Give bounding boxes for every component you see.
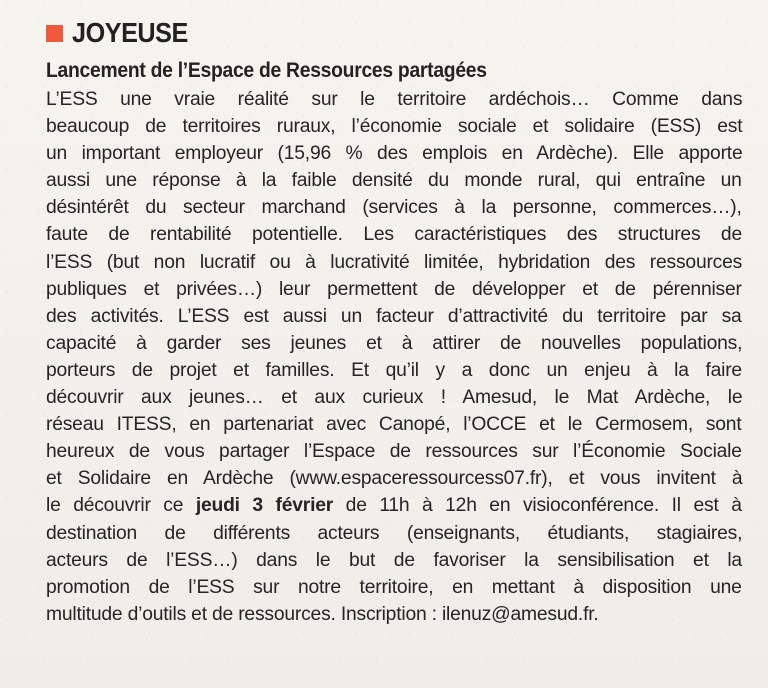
orange-square-icon: [46, 25, 63, 42]
body-line: et Solidaire en Ardèche (www.espaceressourcess07.fr), et vous invitent à: [46, 468, 743, 490]
body-line: acteurs de l’ESS…) dans le but de favoriser la sensibilisation et la: [46, 549, 742, 571]
body-line: des activités. L’ESS est aussi un facteur d’attractivité du territoire par sa: [46, 305, 742, 327]
body-line: réseau ITESS, en partenariat avec Canopé, l’OCCE et le Cermosem, sont: [46, 414, 742, 436]
body-line: désintérêt du secteur marchand (services à la personne, commerces…),: [46, 197, 742, 219]
body-line: heureux de vous partager l’Espace de ressources sur l’Économie Sociale: [46, 441, 742, 463]
body-line: destination de différents acteurs (enseignants, étudiants, stagiaires,: [46, 522, 743, 544]
body-line-with-date: [46, 492, 742, 519]
body-text-segment: le découvrir ce: [46, 495, 196, 517]
article-headline: Lancement de l’Espace de Ressources partagées: [46, 59, 487, 82]
section-label: JOYEUSE: [72, 17, 188, 48]
body-line: faute de rentabilité potentielle. Les caractéristiques des structures de: [46, 224, 742, 246]
body-line: capacité à garder ses jeunes et à attirer de nouvelles populations,: [46, 332, 743, 354]
body-line: l’ESS (but non lucratif ou à lucrativité limitée, hybridation des ressources: [46, 251, 743, 273]
body-line: aussi une réponse à la faible densité du monde rural, qui entraîne un: [46, 170, 742, 192]
article-body: [46, 86, 742, 628]
body-line: beaucoup de territoires ruraux, l’économie sociale et solidaire (ESS) est: [46, 116, 743, 138]
body-line: L’ESS une vraie réalité sur le territoire ardéchois… Comme dans: [46, 89, 743, 110]
body-line: découvrir aux jeunes… et aux curieux ! Amesud, le Mat Ardèche, le: [46, 387, 743, 409]
body-text-segment: de 11h à 12h en visioconférence. Il est à: [333, 495, 742, 517]
event-date: jeudi 3 février: [195, 495, 334, 517]
body-line: un important employeur (15,96 % des emplois en Ardèche). Elle apporte: [46, 143, 743, 165]
body-line: porteurs de projet et familles. Et qu’il y a donc un enjeu à la faire: [46, 359, 742, 381]
body-line: publiques et privées…) leur permettent de développer et de pérenniser: [46, 278, 742, 300]
section-header: [46, 14, 742, 52]
body-line-contact: multitude d’outils et de ressources. Inscription : ilenuz@amesud.fr.: [46, 603, 599, 625]
body-line: promotion de l’ESS sur notre territoire, en mettant à disposition une: [46, 576, 742, 598]
